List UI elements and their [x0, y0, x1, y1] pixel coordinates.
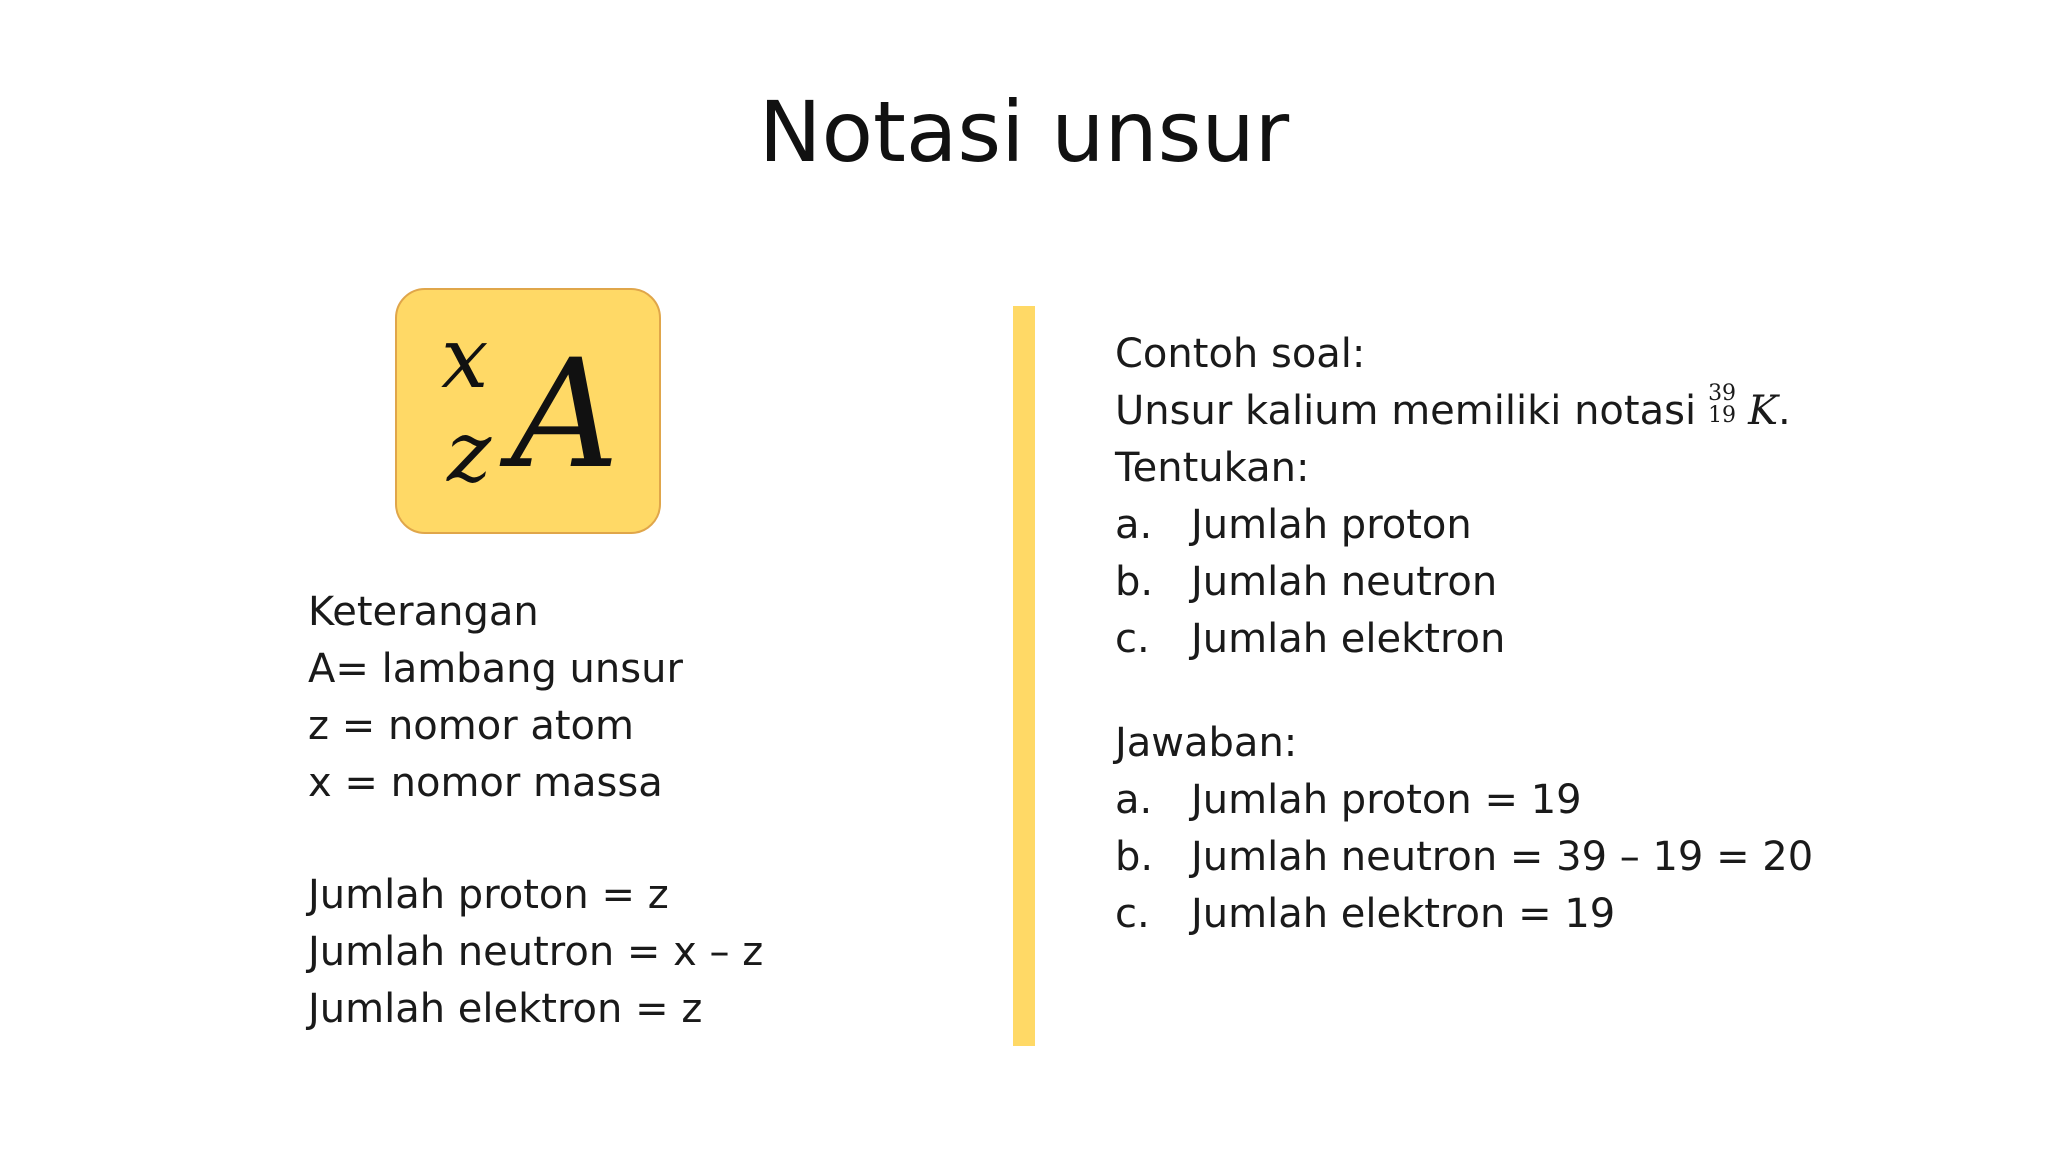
question-item — [1115, 497, 1813, 554]
question-text: Jumlah proton — [1191, 502, 1472, 548]
atomic-number-symbol: z — [447, 403, 492, 501]
mass-number-symbol: x — [441, 309, 489, 407]
question-prefix: Unsur kalium memiliki notasi — [1115, 388, 1697, 434]
answer-heading: Jawaban: — [1115, 720, 1298, 766]
element-notation-box — [395, 288, 661, 534]
list-marker: a. — [1115, 502, 1153, 548]
list-marker: b. — [1115, 559, 1154, 605]
formula-line: Jumlah elektron = z — [308, 986, 703, 1032]
formula-line: Jumlah proton = z — [308, 872, 669, 918]
example-heading: Contoh soal: — [1115, 331, 1366, 377]
answer-text: Jumlah proton = 19 — [1191, 777, 1582, 823]
vertical-divider — [1013, 306, 1035, 1046]
formula-line: Jumlah neutron = x – z — [308, 929, 764, 975]
list-marker: c. — [1115, 891, 1150, 937]
question-item — [1115, 554, 1813, 611]
keterangan-heading: Keterangan — [308, 589, 539, 635]
keterangan-line: z = nomor atom — [308, 703, 634, 749]
answer-text: Jumlah neutron = 39 – 19 = 20 — [1191, 834, 1814, 880]
question-text: Jumlah elektron — [1191, 616, 1506, 662]
example-section — [1115, 326, 1813, 943]
list-marker: c. — [1115, 616, 1150, 662]
potassium-symbol: K — [1748, 388, 1778, 434]
element-symbol: A — [511, 328, 620, 502]
example-instruction: Tentukan: — [1115, 445, 1310, 491]
answer-item — [1115, 772, 1813, 829]
slide-title: Notasi unsur — [758, 83, 1290, 181]
example-question — [1115, 383, 1813, 440]
keterangan-section — [308, 584, 763, 1038]
spacer — [1115, 668, 1813, 715]
list-marker: a. — [1115, 777, 1153, 823]
keterangan-line: x = nomor massa — [308, 760, 663, 806]
answer-item — [1115, 829, 1813, 886]
keterangan-line: A= lambang unsur — [308, 646, 683, 692]
list-marker: b. — [1115, 834, 1154, 880]
potassium-atomic-number: 19 — [1708, 403, 1737, 428]
spacer — [308, 812, 763, 867]
potassium-notation — [1708, 381, 1748, 428]
potassium-mass-number: 39 — [1708, 381, 1737, 406]
answer-item — [1115, 886, 1813, 943]
question-item — [1115, 611, 1813, 668]
question-suffix: . — [1777, 388, 1791, 434]
answer-text: Jumlah elektron = 19 — [1191, 891, 1616, 937]
question-text: Jumlah neutron — [1191, 559, 1498, 605]
